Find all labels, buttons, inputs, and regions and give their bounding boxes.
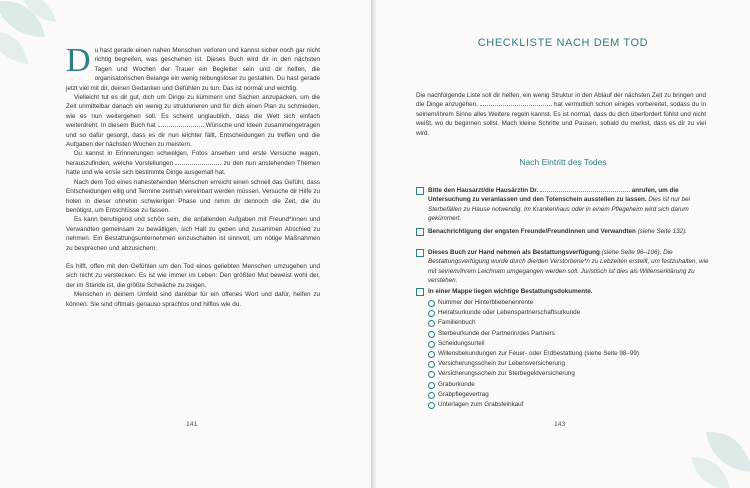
checkbox[interactable] bbox=[416, 187, 424, 195]
fill-in-line[interactable] bbox=[540, 186, 630, 192]
checkbox[interactable] bbox=[416, 249, 424, 257]
paragraph: Nach dem Tod eines nahestehenden Menschen erreicht einen schnell das Gefühl, dass Entscheidungen eilig und Termine zeitnah vereinbart werden müssen. Versuche dir Hilfe zu holen in dieser ohnehin schwierigen Phase und nimm dir dennoch die Zeit, die du benötigst, um Entschlüsse zu fassen. bbox=[66, 178, 320, 214]
paragraph: Menschen in deinem Umfeld sind dankbar für ein offenes Wort und dafür, helfen zu können. Sie sind oftmals genauso sprachlos und hilflos wie du. bbox=[66, 291, 320, 308]
paragraph: Es kann beruhigend und schön sein, die anfallenden Aufgaben mit Freund*innen und Verwandten gemeinsam zu bewältigen, sich Halt zu geben und zusammen Abschied zu nehmen. Ein Bestattungsunternehmen einzuschalten ist sinnvoll, um nötige Maßnahmen zu besprechen und abzusichern. bbox=[66, 216, 320, 252]
radio-circle[interactable] bbox=[428, 341, 435, 348]
radio-circle[interactable] bbox=[428, 310, 435, 317]
radio-circle[interactable] bbox=[428, 402, 435, 409]
list-item: Heiratsurkunde oder Lebenspartnerschaftsurkunde bbox=[428, 308, 708, 318]
list-item: Versicherungsschein zur Sterbegeldversicherung bbox=[428, 369, 708, 379]
list-item: Grabpflegevertrag bbox=[428, 390, 708, 400]
intro-text: Die nachfolgende Liste soll dir helfen, ein wenig Struktur in den Ablauf der nächsten Zeit zu bringen und die Dinge anzugehen. hat vermutlich schon einiges vorbereitet, sodass du in seinem/ihrem Sinne alles Weitere regeln kannst. Es ist normal, dass du dich überfordert fühlst und nicht weißt, wo du beginnen sollst. Mach kleine Schritte und Pausen, sobald du merkst, dass es dir zu viel wird. bbox=[416, 92, 706, 137]
fill-in-line[interactable] bbox=[480, 100, 552, 106]
leaf-decoration-icon bbox=[0, 0, 60, 72]
radio-circle[interactable] bbox=[428, 300, 435, 307]
list-item: Willensbekundungen zur Feuer- oder Erdbestattung (siehe Seite 98–99) bbox=[428, 349, 708, 359]
page-title: CHECKLISTE NACH DEM TOD bbox=[477, 37, 649, 49]
page-number: 141 bbox=[186, 421, 198, 428]
checkbox[interactable] bbox=[416, 288, 424, 296]
list-item: Sterbeurkunde der Partnerin/des Partners bbox=[428, 329, 708, 339]
page-number: 143 bbox=[554, 421, 566, 428]
left-body-text bbox=[66, 42, 320, 309]
radio-circle[interactable] bbox=[428, 331, 435, 338]
paragraph: Du hast gerade einen nahen Menschen verloren und kannst sicher noch gar nicht richtig begreifen, was geschehen ist. Dieses Buch wird dir in den nächsten Tagen und Wochen der Trauer ein Begleiter sein und dir helfen, die organisatorischen Belange ein wenig reibungsloser zu gestalten. Du hast gerade jetzt viel mit dir, deinen Gedanken und Gefühlen zu tun. Das ist normal und wichtig. bbox=[66, 42, 320, 92]
dropcap: D bbox=[66, 42, 91, 79]
checkbox[interactable] bbox=[416, 228, 424, 236]
radio-circle[interactable] bbox=[428, 371, 435, 378]
section-heading: Nach Eintritt des Todes bbox=[519, 157, 607, 167]
list-item: Versicherungsschein zur Lebensversicherung bbox=[428, 359, 708, 369]
leaf-decoration-icon bbox=[686, 412, 750, 488]
left-page bbox=[0, 0, 374, 488]
radio-circle[interactable] bbox=[428, 382, 435, 389]
paragraph: Vielleicht tut es dir gut, dich um Dinge zu kümmern und Sachen anzupacken, um die Zeit unmittelbar danach ein wenig zu strukturieren und für dich einen Plan zu schmieden, wie es nun weitergehen soll. Es scheint unglaublich, dass die Welt sich einfach weiterdreht. In diesem Buch hat Wünsche und Ideen zusammengetragen und so dafür gesorgt, dass es dir nun leichter fällt, Entscheidungen zu treffen und die Aufgaben der nächsten Wochen zu meistern. bbox=[66, 94, 320, 149]
list-item: Scheidungsurteil bbox=[428, 339, 708, 349]
checklist-item: Benachrichtigung der engsten Freunde/Freundinnen und Verwandten (siehe Seite 132). bbox=[416, 227, 716, 236]
document-list bbox=[428, 298, 708, 410]
radio-circle[interactable] bbox=[428, 351, 435, 358]
list-item: Unterlagen zum Grabsteinkauf bbox=[428, 400, 708, 410]
radio-circle[interactable] bbox=[428, 320, 435, 327]
checklist-item: Bitte den Hausarzt/die Hausärztin Dr. anrufen, um die Untersuchung zu veranlassen und den Totenschein ausstellen zu lassen. Dies ist nur bei Sterbefällen zu Hause notwendig. Im Krankenhaus oder in einem Pflegeheim wird sich darum gekümmert. bbox=[416, 186, 716, 224]
list-item: Nummer der Hinterbliebenenrente bbox=[428, 298, 708, 308]
list-item: Familienbuch bbox=[428, 318, 708, 328]
fill-in-line[interactable] bbox=[175, 159, 221, 165]
radio-circle[interactable] bbox=[428, 392, 435, 399]
list-item: Graburkunde bbox=[428, 380, 708, 390]
right-page bbox=[376, 0, 750, 488]
paragraph: Es hilft, offen mit den Gefühlen um den Tod eines geliebten Menschen umzugehen und sich nicht zu verstecken. Es ist wie immer im Leben: Den größten Mut beweist wohl der, der im Stande ist, die größte Schwäche zu zeigen. bbox=[66, 262, 320, 289]
fill-in-line[interactable] bbox=[158, 121, 204, 127]
checklist-item: In einer Mappe liegen wichtige Bestattungsdokumente. bbox=[416, 287, 716, 296]
checklist-item: Dieses Buch zur Hand nehmen als Bestattungsverfügung (siehe Seite 96–106). Die Bestattungsverfügung wurde durch die/den Verstorbene*n zu Lebzeiten erstellt, um festzuhalten, wie mit seinem/ihrem Leichnam umgegangen werden soll. Juristisch ist dies als Willenserklärung zu verstehen. bbox=[416, 248, 716, 286]
radio-circle[interactable] bbox=[428, 361, 435, 368]
paragraph: Du kannst in Erinnerungen schwelgen, Fotos ansehen und erste Versuche wagen, herauszufinden, welche Vorstellungen zu den nun anstehenden Themen hatte und wie er/sie sich bestimmte Dinge ausgemalt hat. bbox=[66, 150, 320, 177]
